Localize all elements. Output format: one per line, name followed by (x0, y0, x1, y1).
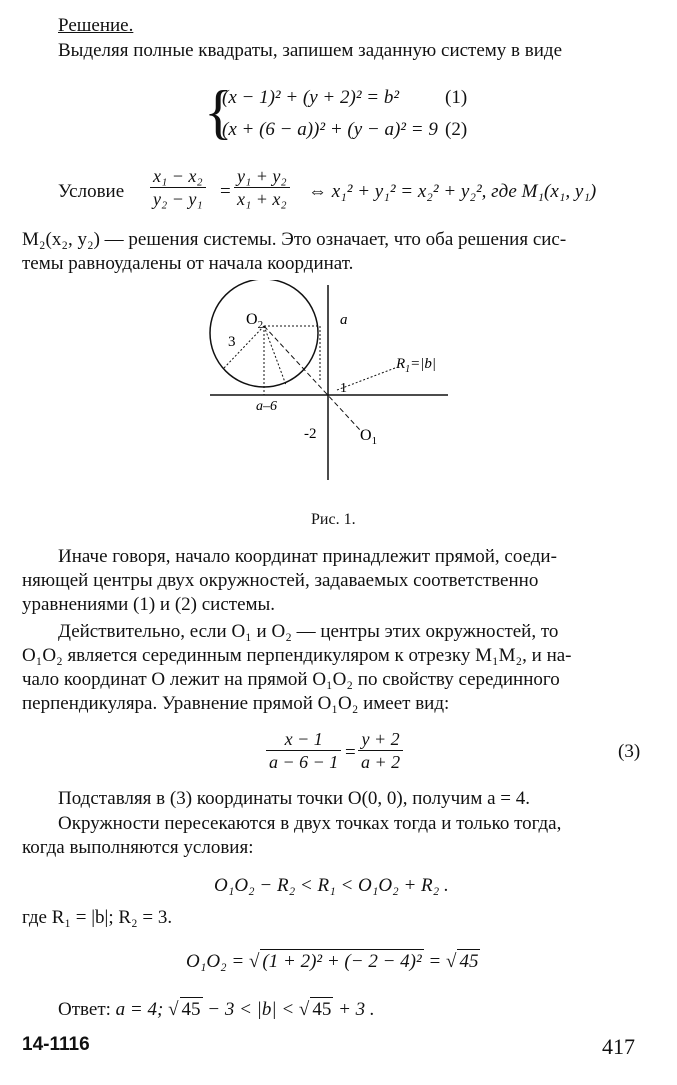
label-3: 3 (228, 334, 236, 350)
paragraph-2-line-3: уравнениями (1) и (2) системы. (22, 594, 276, 615)
answer-part-2: − 3 < |b| < (202, 999, 299, 1020)
label-r1: $R_1=|b|$ (396, 356, 437, 375)
paragraph-1-line-1: M₂(x₂, y₂) — решения системы. Это означает, что оба решения сис- (22, 229, 567, 250)
condition-fraction-1 (150, 165, 206, 210)
label-minus-2: -2 (304, 426, 317, 442)
radius-lower (264, 326, 286, 385)
fraction-numerator: x − 1 (266, 728, 341, 751)
fraction-denominator: a − 6 − 1 (269, 752, 339, 772)
footer-code: 14-1116 (22, 1034, 90, 1055)
paragraph-4: Подставляя в (3) координаты точки O(0, 0), получим a = 4. (58, 788, 531, 809)
condition-fraction-2 (234, 165, 290, 210)
equation-2-number: (2) (445, 119, 468, 140)
label-a-minus-6: a–6 (256, 399, 277, 414)
eq3-number: (3) (618, 741, 641, 762)
answer: Ответ: a = 4; √ 45 − 3 < |b| < √ 45 + 3 . (58, 999, 375, 1020)
eq3-left-fraction (266, 728, 341, 773)
where-text: где R₁ = |b|; R₂ = 3. (22, 907, 173, 928)
page-number: 417 (602, 1034, 635, 1059)
paragraph-2-line-1: Иначе говоря, начало координат принадлежит прямой, соеди- (58, 546, 557, 567)
paragraph-3-line-4: перпендикуляра. Уравнение прямой O₁O₂ имеет вид: (22, 693, 450, 714)
fraction-numerator: y + 2 (358, 728, 403, 751)
figure-caption: Рис. 1. (311, 511, 356, 528)
line-o1o2 (264, 326, 360, 430)
paragraph-3-line-2: O₁O₂ является серединным перпендикуляром к отрезку M₁M₂, и на- (22, 645, 572, 666)
fraction-denominator: x₁ + x₂ (237, 189, 287, 209)
label-1: 1 (340, 381, 347, 396)
answer-part-3: + 3 . (333, 999, 375, 1020)
distance-radicand: (1 + 2)² + (− 2 − 4)² (262, 951, 422, 972)
inequality: O₁O₂ − R₂ < R₁ < O₁O₂ + R₂ . (214, 875, 449, 896)
paragraph-3-line-1: Действительно, если O₁ и O₂ — центры этих окружностей, то (58, 621, 559, 642)
intro-text: Выделяя полные квадраты, запишем заданную систему в виде (58, 40, 563, 61)
answer-root-2: 45 (312, 999, 332, 1020)
label-a: a (340, 312, 348, 328)
fraction-denominator: a + 2 (361, 752, 401, 772)
label-o2: $O_2$ (246, 311, 264, 331)
equals-sign: = (220, 181, 231, 202)
paragraph-5-line-1: Окружности пересекаются в двух точках тогда и только тогда, (58, 813, 562, 834)
distance-formula: O₁O₂ = √ (1 + 2)² + (− 2 − 4)² = √ 45 (186, 951, 479, 972)
condition-tail: ⇔ x₁² + y₁² = x₂² + y₂², где M₁(x₁, y₁) (308, 181, 597, 202)
equation-1-number: (1) (445, 87, 468, 108)
distance-left: O₁O₂ = (186, 951, 249, 972)
fraction-numerator: y₁ + y₂ (234, 165, 290, 188)
system-brace: { (204, 79, 233, 145)
eq3-right-fraction (358, 728, 403, 773)
fraction-denominator: y₂ − y₁ (153, 189, 203, 209)
label-o1: $O_1$ (360, 427, 378, 447)
solution-heading: Решение. (58, 15, 134, 36)
answer-root-1: 45 (181, 999, 201, 1020)
condition-label: Условие (58, 181, 125, 202)
paragraph-2-line-2: няющей центры двух окружностей, задаваемых соответственно (22, 570, 539, 591)
paragraph-1-line-2: темы равноудалены от начала координат. (22, 253, 354, 274)
answer-label: Ответ: (58, 999, 111, 1020)
answer-part-1: a = 4; (110, 999, 169, 1020)
distance-mid: = (423, 951, 446, 972)
figure-1 (200, 280, 460, 510)
distance-result: 45 (459, 951, 479, 972)
paragraph-3-line-3: чало координат O лежит на прямой O₁O₂ по свойству серединного (22, 669, 560, 690)
equation-1: (x − 1)² + (y + 2)² = b² (222, 87, 400, 108)
paragraph-5-line-2: когда выполняются условия: (22, 837, 254, 858)
equation-2: (x + (6 − a))² + (y − a)² = 9 (222, 119, 438, 140)
eq3-equals: = (345, 742, 356, 763)
fraction-numerator: x₁ − x₂ (150, 165, 206, 188)
